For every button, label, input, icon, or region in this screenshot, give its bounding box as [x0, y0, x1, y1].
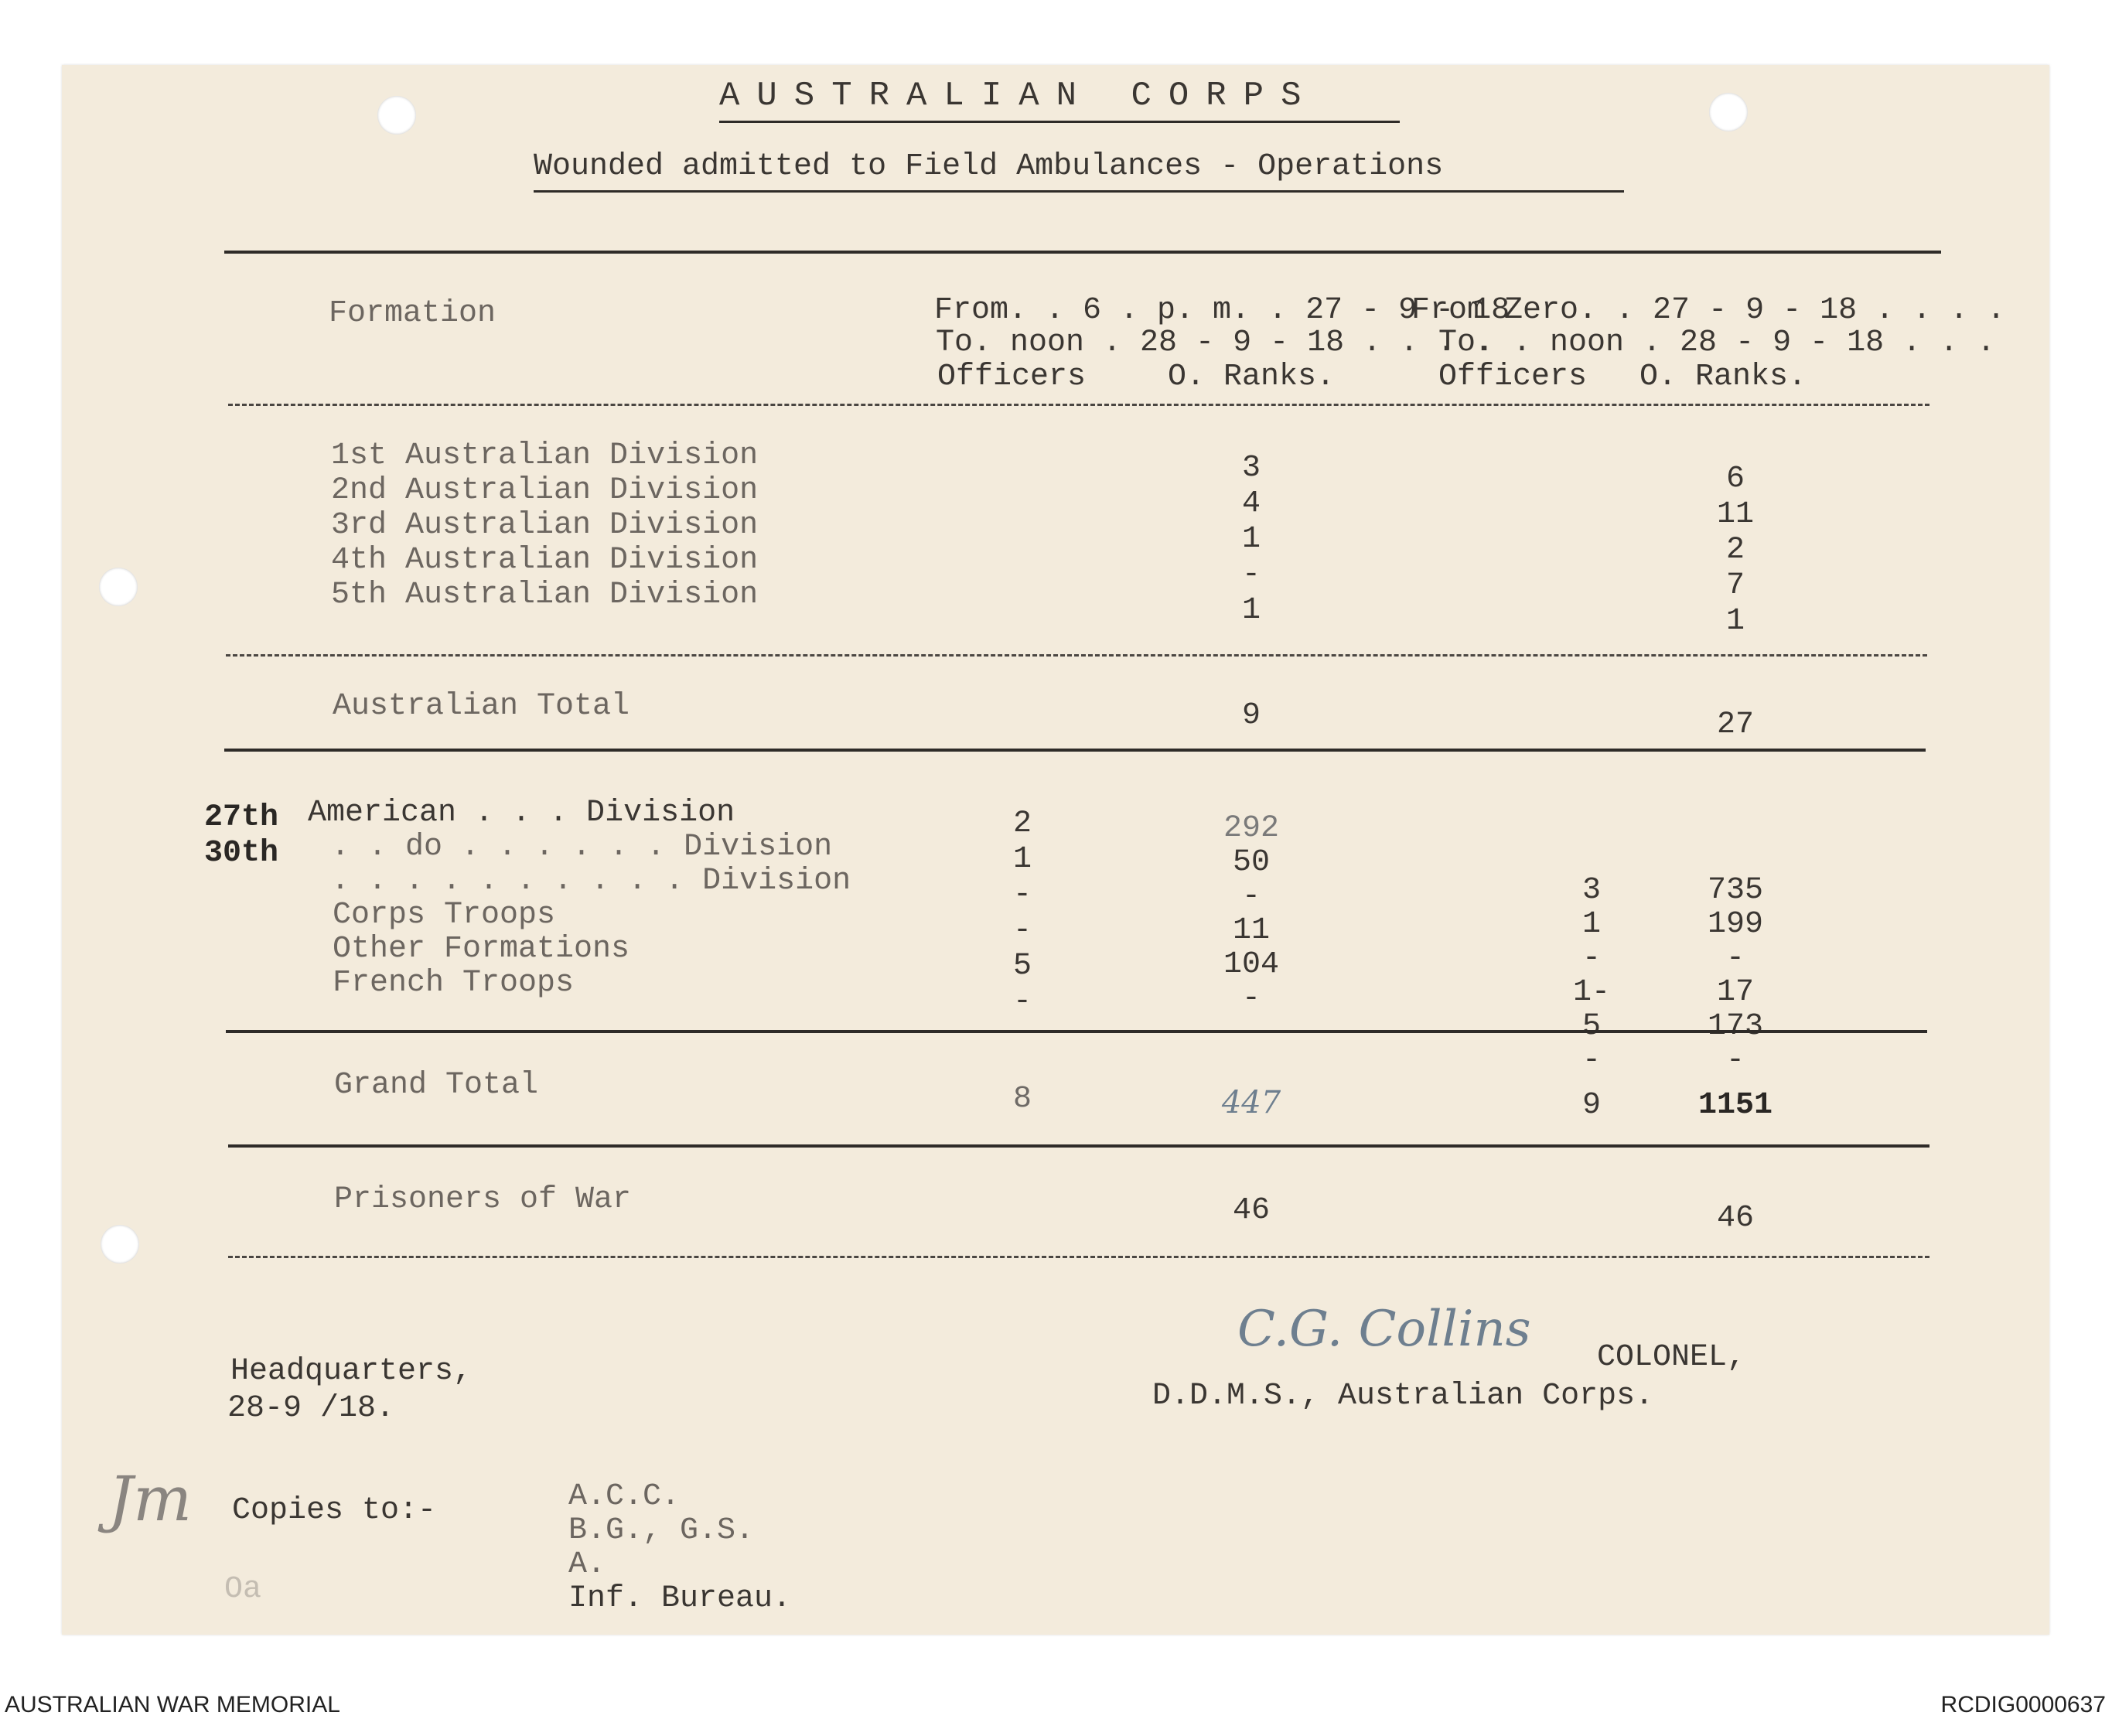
- title-underline: [719, 121, 1400, 123]
- row-label: 5th Australian Division: [331, 578, 759, 612]
- cell-p1-oranks: 104: [1223, 947, 1279, 982]
- cell-p2-officers: -: [1581, 1043, 1601, 1078]
- copies-item: A.C.C.: [568, 1479, 681, 1514]
- prisoners-rule: [228, 1256, 1929, 1258]
- cell-p1-oranks: -: [1241, 558, 1261, 592]
- handwritten-signature: C.G. Collins: [1237, 1301, 1531, 1358]
- hq-line1: Headquarters,: [230, 1354, 473, 1389]
- cell-p1-oranks: 292: [1223, 811, 1279, 846]
- row-label: 1st Australian Division: [331, 438, 759, 473]
- cell-p1-officers: -: [1012, 878, 1032, 912]
- cell-p2-officers: 3: [1581, 873, 1601, 908]
- australian-total-p2-oranks: 27: [1716, 708, 1754, 742]
- punch-hole: [101, 1225, 139, 1264]
- australian-total-label: Australian Total: [333, 689, 630, 724]
- cell-p2-oranks: 1: [1725, 604, 1745, 639]
- header-period1-officers: Officers: [937, 360, 1087, 394]
- punch-hole: [1709, 93, 1748, 131]
- copies-label: Copies to:-: [232, 1493, 437, 1528]
- cell-p1-officers: 2: [1012, 807, 1032, 841]
- cell-p2-oranks: 17: [1716, 975, 1754, 1010]
- grand-total-p2-officers: 9: [1581, 1088, 1601, 1123]
- prisoners-p1-oranks: 46: [1232, 1193, 1270, 1228]
- australian-rule: [226, 654, 1927, 657]
- cell-p1-oranks: 3: [1241, 451, 1261, 486]
- other-formations-rule: [226, 1030, 1927, 1033]
- grand-total-p1-officers: 8: [1012, 1082, 1032, 1117]
- cell-p2-oranks: 7: [1725, 568, 1745, 603]
- row-prefix: 27th: [204, 800, 279, 835]
- cell-p2-oranks: 173: [1707, 1009, 1763, 1044]
- row-label: 2nd Australian Division: [331, 473, 759, 508]
- signature-rank: COLONEL,: [1597, 1340, 1746, 1375]
- cell-p2-oranks: 11: [1716, 497, 1754, 532]
- cell-p1-officers: -: [1012, 913, 1032, 948]
- cell-p1-officers: -: [1012, 984, 1032, 1019]
- cell-p2-oranks: 2: [1725, 533, 1745, 568]
- header-period2-to: To. . noon . 28 - 9 - 18 . . .: [1438, 326, 1996, 360]
- row-label: 4th Australian Division: [331, 543, 759, 578]
- row-label: 3rd Australian Division: [331, 508, 759, 543]
- row-label: Other Formations: [333, 932, 630, 967]
- cell-p2-officers: 1: [1581, 907, 1601, 942]
- australian-total-rule: [224, 749, 1926, 752]
- copies-item: Inf. Bureau.: [568, 1581, 792, 1616]
- cell-p1-officers: 1: [1012, 842, 1032, 877]
- row-label: . . do . . . . . . Division: [331, 830, 833, 865]
- grand-total-p1-oranks: 447: [1221, 1085, 1281, 1120]
- cell-p2-oranks: -: [1725, 1043, 1745, 1078]
- cell-p2-officers: -: [1581, 941, 1601, 976]
- cell-p1-oranks: -: [1241, 981, 1261, 1016]
- australian-total-p1-oranks: 9: [1241, 698, 1261, 733]
- row-label: American . . . Division: [308, 796, 735, 830]
- cell-p1-oranks: 4: [1241, 486, 1261, 521]
- cell-p2-oranks: 199: [1707, 907, 1763, 942]
- table-top-rule: [224, 251, 1941, 254]
- signature-title: D.D.M.S., Australian Corps.: [1152, 1379, 1654, 1414]
- margin-note: Oa: [224, 1572, 262, 1607]
- header-period2-oranks: O. Ranks.: [1639, 360, 1807, 394]
- header-period2-officers: Officers: [1438, 360, 1588, 394]
- cell-p1-oranks: 1: [1241, 522, 1261, 557]
- document-subtitle: Wounded admitted to Field Ambulances - Operations: [534, 149, 1444, 184]
- header-period1-to: To. noon . 28 - 9 - 18 . . . .: [936, 326, 1493, 360]
- row-label: . . . . . . . . . . Division: [331, 864, 851, 899]
- row-label: Corps Troops: [333, 898, 556, 933]
- header-period1-oranks: O. Ranks.: [1168, 360, 1336, 394]
- copies-item: B.G., G.S.: [568, 1513, 755, 1548]
- prisoners-p2-oranks: 46: [1716, 1201, 1754, 1236]
- cell-p1-oranks: 50: [1232, 845, 1270, 880]
- header-period1-from: From. . 6 . p. m. . 27 - 9 - 18: [934, 293, 1510, 328]
- cell-p1-oranks: 1: [1241, 593, 1261, 628]
- cell-p1-officers: 5: [1012, 949, 1032, 984]
- punch-hole: [377, 96, 416, 135]
- row-label: French Troops: [333, 966, 575, 1001]
- row-prefix: 30th: [204, 836, 279, 871]
- grand-total-label: Grand Total: [334, 1068, 539, 1103]
- prisoners-label: Prisoners of War: [334, 1182, 632, 1217]
- copies-item: A.: [568, 1547, 606, 1582]
- footer-left: AUSTRALIAN WAR MEMORIAL: [5, 1692, 340, 1717]
- header-bottom-rule: [228, 404, 1929, 406]
- grand-total-p2-oranks: 1151: [1697, 1088, 1773, 1123]
- cell-p2-oranks: 6: [1725, 462, 1745, 496]
- grand-total-rule: [228, 1144, 1929, 1148]
- cell-p2-oranks: 735: [1707, 873, 1763, 908]
- cell-p2-officers: 1-: [1572, 975, 1610, 1010]
- footer-right: RCDIG0000637: [1940, 1692, 2106, 1717]
- document-page: [62, 65, 2049, 1635]
- cell-p1-oranks: -: [1241, 879, 1261, 914]
- hq-line2: 28-9 /18.: [227, 1391, 395, 1426]
- handwritten-initials: Jm: [108, 1463, 192, 1535]
- document-title: AUSTRALIAN CORPS: [719, 77, 1319, 115]
- cell-p2-officers: 5: [1581, 1009, 1601, 1044]
- header-formation: Formation: [329, 296, 496, 331]
- cell-p2-oranks: -: [1725, 941, 1745, 976]
- header-period2-from: From Zero. . 27 - 9 - 18 . . . .: [1411, 293, 2006, 328]
- punch-hole: [99, 568, 138, 606]
- subtitle-underline: [534, 190, 1624, 193]
- cell-p1-oranks: 11: [1232, 913, 1270, 948]
